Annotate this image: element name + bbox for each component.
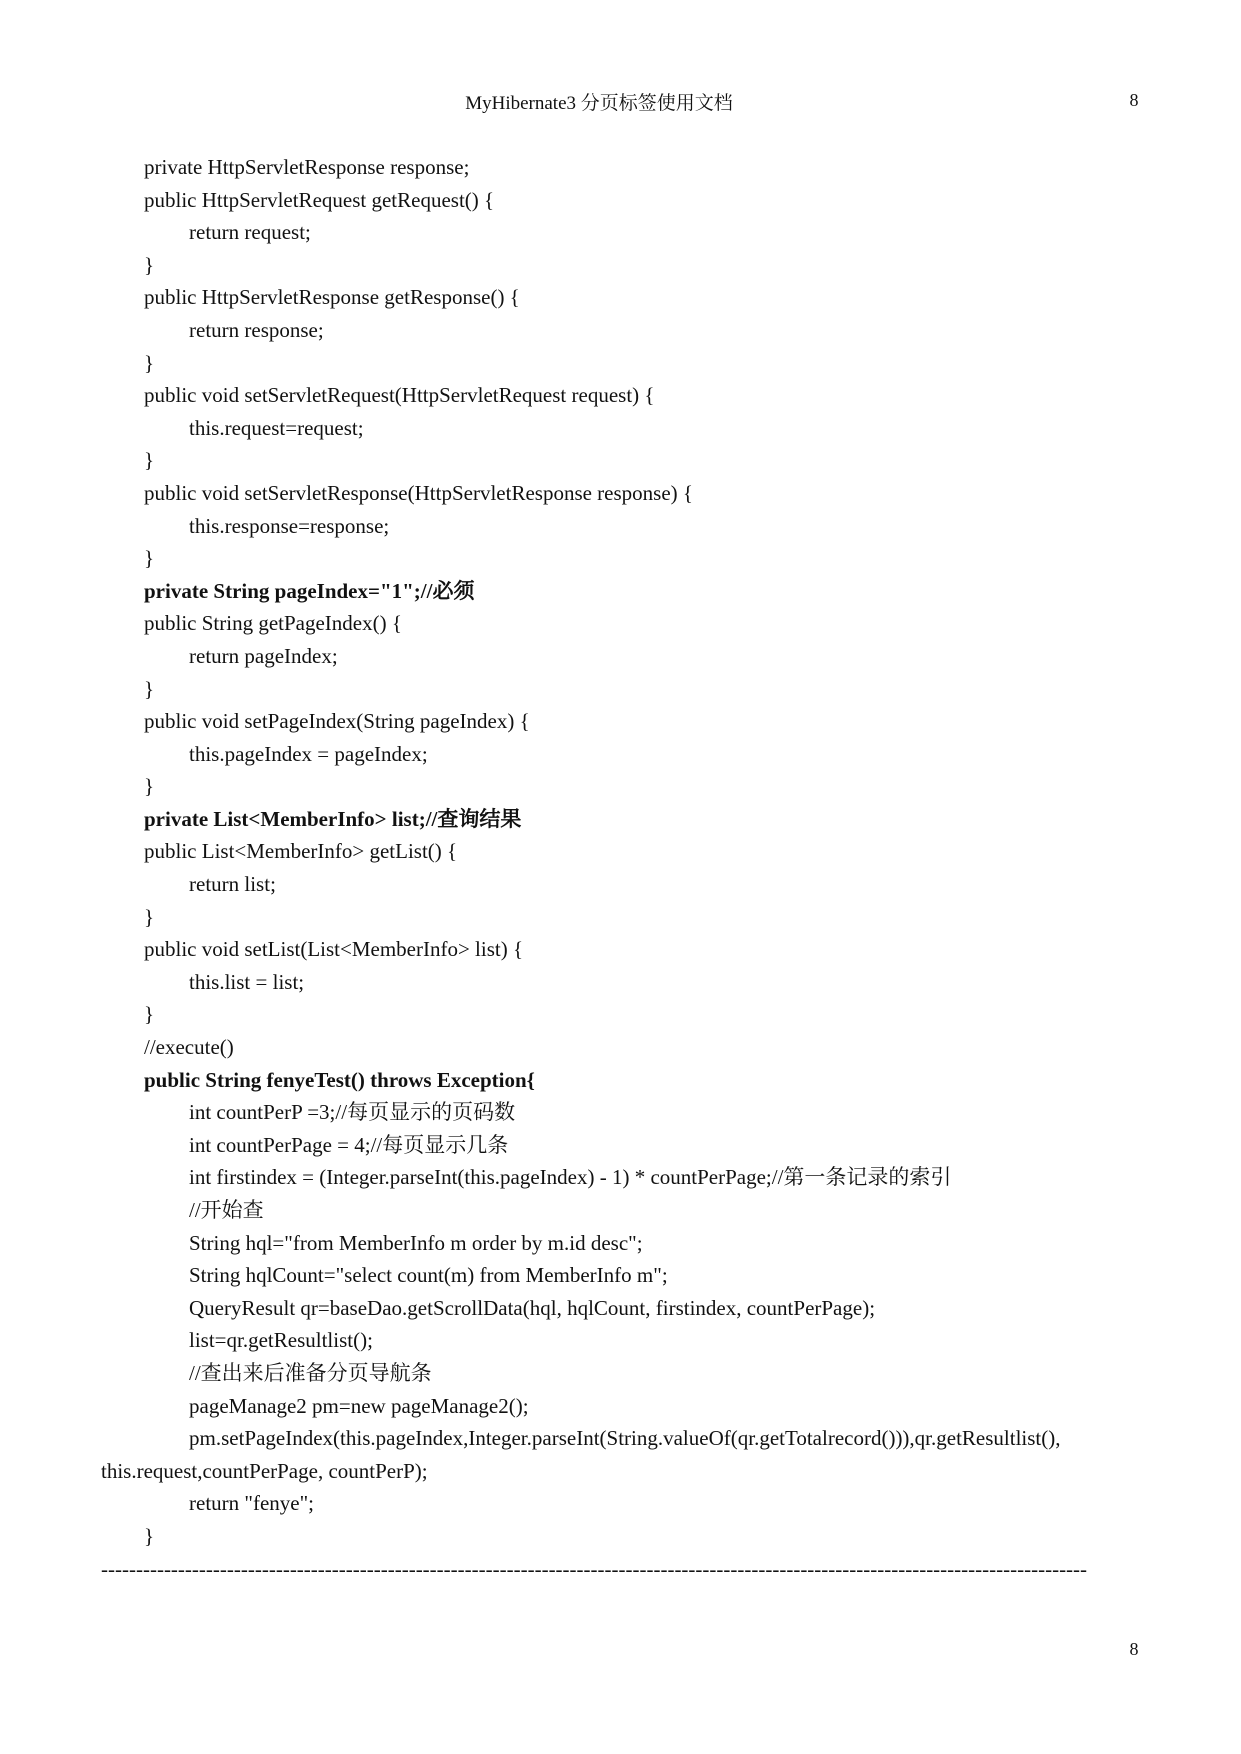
code-line: public void setPageIndex(String pageIndex) { <box>144 709 530 734</box>
code-line: public String getPageIndex() { <box>144 611 402 636</box>
code-line: public HttpServletResponse getResponse() { <box>144 285 520 310</box>
code-line: } <box>144 1523 155 1548</box>
code-line: int countPerPage = 4;//每页显示几条 <box>189 1132 509 1157</box>
code-line: public List<MemberInfo> getList() { <box>144 839 458 864</box>
code-line: private HttpServletResponse response; <box>144 155 470 179</box>
code-line: } <box>144 350 155 375</box>
code-line: list=qr.getResultlist(); <box>189 1328 373 1353</box>
code-line: //开始查 <box>189 1198 264 1222</box>
code-line: int firstindex = (Integer.parseInt(this.pageIndex) - 1) * countPerPage;//第一条记录的索引 <box>189 1165 952 1190</box>
code-line: this.request,countPerPage, countPerP); <box>101 1458 428 1483</box>
code-line: return request; <box>189 220 311 245</box>
code-line: String hql="from MemberInfo m order by m.id desc"; <box>189 1230 643 1255</box>
code-line: return response; <box>189 317 324 342</box>
page-header-title: MyHibernate3 分页标签使用文档 <box>465 93 733 114</box>
code-line: //execute() <box>144 1035 234 1060</box>
code-line: public void setServletRequest(HttpServletRequest request) { <box>144 383 655 408</box>
footer-page-number: 8 <box>1129 1639 1139 1659</box>
code-line: this.list = list; <box>189 969 305 994</box>
code-line: } <box>144 1002 155 1027</box>
code-line: } <box>144 774 155 799</box>
code-line: this.pageIndex = pageIndex; <box>189 741 428 766</box>
code-line: int countPerP =3;//每页显示的页码数 <box>189 1100 516 1125</box>
code-line: //查出来后准备分页导航条 <box>189 1360 432 1385</box>
code-line: return "fenye"; <box>189 1491 315 1516</box>
code-line: QueryResult qr=baseDao.getScrollData(hql, hqlCount, firstindex, countPerPage); <box>189 1295 876 1320</box>
code-line: String hqlCount="select count(m) from MemberInfo m"; <box>189 1263 668 1288</box>
code-line: this.response=response; <box>189 513 390 538</box>
code-line: private List<MemberInfo> list;//查询结果 <box>144 806 522 831</box>
code-listing <box>0 151 1241 1585</box>
code-line: } <box>144 546 155 571</box>
code-line: this.request=request; <box>189 415 364 440</box>
code-line: } <box>144 904 155 929</box>
code-line: pageManage2 pm=new pageManage2(); <box>189 1393 529 1418</box>
code-line: pm.setPageIndex(this.pageIndex,Integer.parseInt(String.valueOf(qr.getTotalrecord())),qr.getResultlist(), <box>189 1426 1061 1451</box>
code-line: private String pageIndex="1";//必须 <box>144 578 475 603</box>
code-line: public String fenyeTest() throws Exception{ <box>144 1067 535 1092</box>
code-line: public HttpServletRequest getRequest() { <box>144 187 495 212</box>
code-line: } <box>144 448 155 473</box>
separator-line: --------------------------------------------------------------------------------------------------------------------------------------------- <box>101 1556 1088 1581</box>
code-line: return pageIndex; <box>189 643 338 668</box>
header-page-number: 8 <box>1129 90 1139 110</box>
code-line: public void setList(List<MemberInfo> list) { <box>144 937 524 962</box>
code-line: return list; <box>189 872 276 897</box>
code-line: } <box>144 252 155 277</box>
code-line: public void setServletResponse(HttpServletResponse response) { <box>144 480 693 505</box>
code-line: } <box>144 676 155 701</box>
